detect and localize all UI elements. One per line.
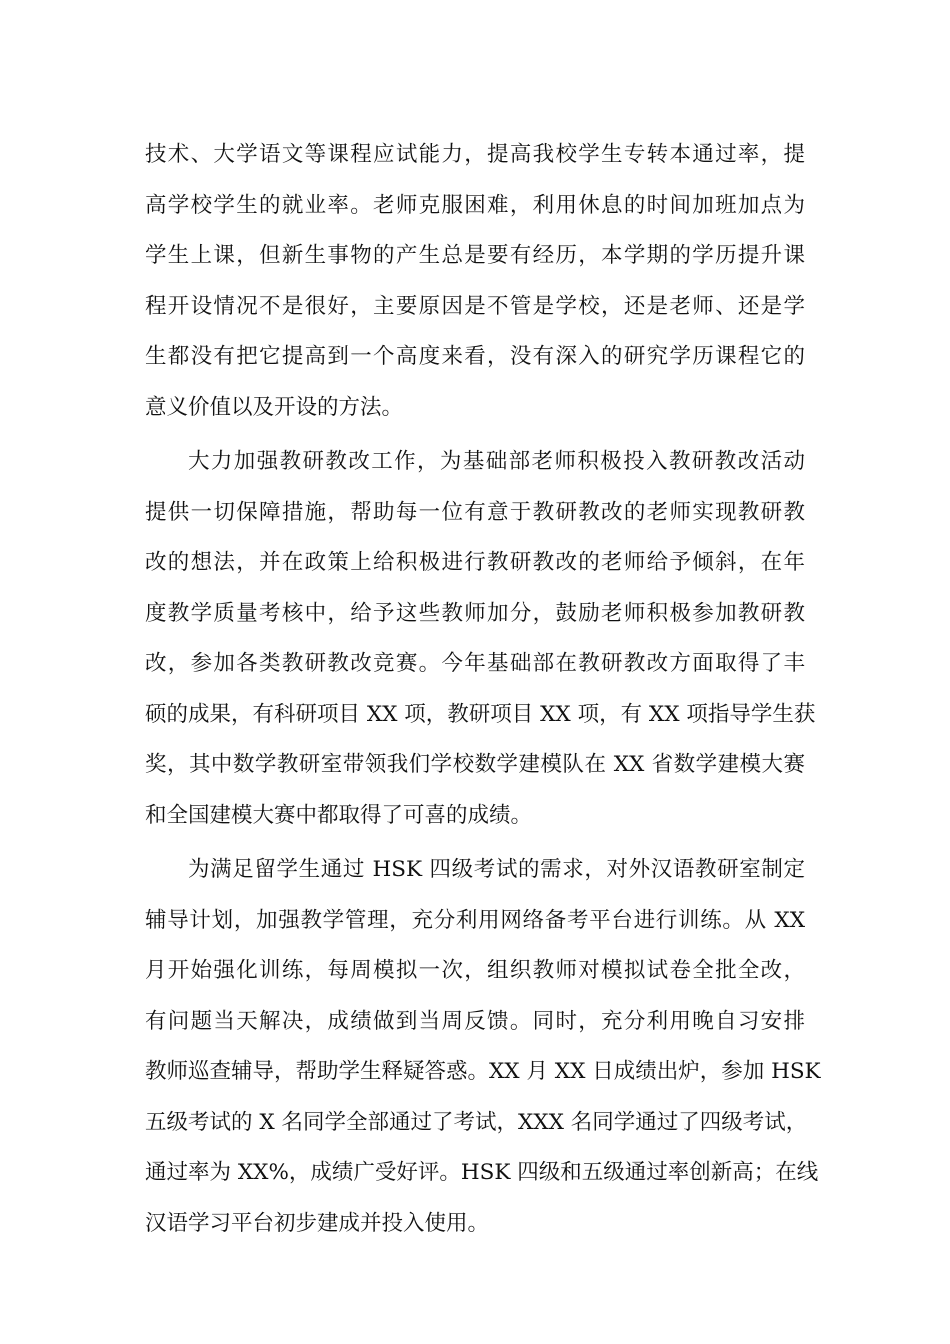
text-line: 有问题当天解决，成绩做到当周反馈。同时，充分利用晚自习安排	[145, 1008, 805, 1034]
document-body	[145, 130, 821, 1253]
text-line: 教师巡查辅导，帮助学生释疑答惑。XX 月 XX 日成绩出炉，参加 HSK	[145, 1059, 821, 1084]
text-line: 大力加强教研教改工作，为基础部老师积极投入教研教改活动	[188, 449, 805, 474]
text-line: 为满足留学生通过 HSK 四级考试的需求，对外汉语教研室制定	[188, 857, 805, 882]
text-line: 汉语学习平台初步建成并投入使用。	[145, 1210, 490, 1236]
text-line: 通过率为 XX%，成绩广受好评。HSK 四级和五级通过率创新高；在线	[145, 1160, 819, 1185]
text-line: 意义价值以及开设的方法。	[145, 394, 404, 420]
text-line: 提供一切保障措施，帮助每一位有意于教研教改的老师实现教研教	[145, 499, 805, 525]
text-line: 学生上课，但新生事物的产生总是要有经历，本学期的学历提升课	[145, 243, 805, 268]
text-line: 程开设情况不是很好，主要原因是不管是学校，还是老师、还是学	[145, 293, 805, 319]
text-line: 技术、大学语文等课程应试能力，提高我校学生专转本通过率，提	[145, 142, 805, 167]
text-line: 高学校学生的就业率。老师克服困难，利用休息的时间加班加点为	[145, 192, 805, 218]
paragraph-2	[145, 437, 816, 841]
text-line: 生都没有把它提高到一个高度来看，没有深入的研究学历课程它的	[145, 344, 805, 369]
text-line: 度教学质量考核中，给予这些教师加分，鼓励老师积极参加教研教	[145, 600, 805, 626]
text-line: 改，参加各类教研教改竞赛。今年基础部在教研教改方面取得了丰	[145, 651, 805, 676]
text-line: 月开始强化训练，每周模拟一次，组织教师对模拟试卷全批全改，	[145, 958, 805, 983]
paragraph-3	[145, 845, 821, 1249]
text-line: 五级考试的 X 名同学全部通过了考试，XXX 名同学通过了四级考试，	[145, 1109, 808, 1135]
text-line: 硕的成果，有科研项目 XX 项，教研项目 XX 项，有 XX 项指导学生获	[145, 701, 816, 727]
text-line: 和全国建模大赛中都取得了可喜的成绩。	[145, 802, 533, 828]
paragraph-1	[145, 130, 805, 433]
text-line: 奖，其中数学教研室带领我们学校数学建模队在 XX 省数学建模大赛	[145, 752, 805, 777]
text-line: 辅导计划，加强教学管理，充分利用网络备考平台进行训练。从 XX	[145, 907, 805, 933]
text-line: 改的想法，并在政策上给积极进行教研教改的老师给予倾斜，在年	[145, 550, 805, 575]
